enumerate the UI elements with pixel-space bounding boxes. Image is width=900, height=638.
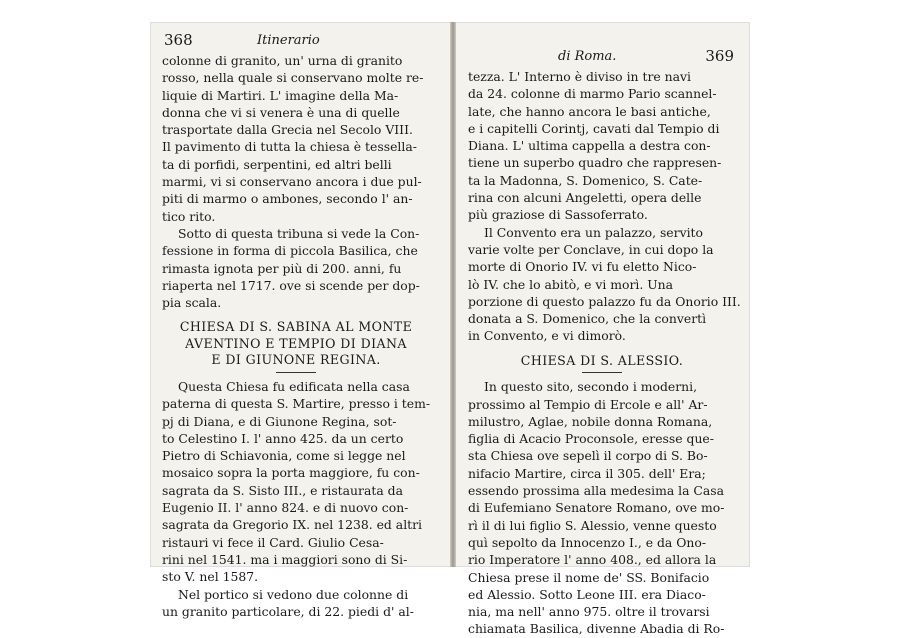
text-line: to Celestino I. l' anno 425. da un certo: [162, 430, 404, 446]
text-line: piti di marmo o ambones, secondo l' an-: [162, 191, 413, 207]
right-page-number: 369: [705, 47, 734, 65]
text-line: da 24. colonne di marmo Pario scannel-: [468, 86, 717, 102]
right-page: [468, 30, 741, 637]
text-line: milustro, Aglae, nobile donna Romana,: [468, 413, 713, 429]
text-line: liquie di Martiri. L' imagine della Ma-: [162, 87, 399, 103]
paragraph: [468, 68, 736, 224]
text-line: sagrata da Gregorio IX. nel 1238. ed altri: [162, 517, 423, 533]
text-line: pj di Diana, e di Giunone Regina, sot-: [162, 413, 397, 429]
text-line: tico rito.: [162, 208, 216, 224]
heading-line: E DI GIUNONE REGINA.: [211, 352, 381, 368]
text-line: prossimo al Tempio di Ercole e all' Ar-: [468, 396, 708, 412]
text-line: fessione in forma di piccola Basilica, che: [162, 243, 418, 259]
text-line: di Eufemiano Senatore Romano, ove mo-: [468, 500, 725, 516]
heading-line: CHIESA DI S. SABINA AL MONTE: [179, 319, 413, 335]
paragraph: [162, 586, 430, 621]
heading-line: AVENTINO E TEMPIO DI DIANA: [185, 335, 407, 351]
text-line: ta la Madonna, S. Domenico, S. Cate-: [468, 172, 703, 188]
text-line: lò IV. che lo abitò, e vi morì. Una: [468, 276, 674, 292]
section-heading: [162, 319, 430, 369]
heading-rule: [582, 372, 622, 373]
text-line: Diana. L' ultima cappella a destra con-: [468, 138, 711, 154]
text-line: sta Chiesa ove sepelì il corpo di S. Bo-: [468, 448, 708, 464]
left-running-title: Itinerario: [257, 33, 320, 48]
right-running-head: [468, 30, 736, 68]
text-line: Il Convento era un palazzo, servito: [484, 224, 703, 240]
text-line: rini nel 1541. ma i maggiori sono di Si-: [162, 551, 408, 567]
text-line: Questa Chiesa fu edificata nella casa: [178, 378, 410, 394]
text-line: Nel portico si vedono due colonne di: [178, 586, 409, 602]
text-line: riaperta nel 1717. ove si scende per dop-: [162, 277, 420, 293]
text-line: e i capitelli Corintj, cavati dal Tempio di: [468, 120, 720, 136]
text-line: marmi, vi si conservano ancora i due pul-: [162, 174, 422, 190]
text-line: tiene un superbo quadro che rappresen-: [468, 155, 722, 171]
text-line: chiamata Basilica, divenne Abadia di Ro-: [468, 621, 725, 637]
text-line: ristauri vi fece il Card. Giulio Cesa-: [162, 534, 384, 550]
text-line: pia scala.: [162, 295, 222, 311]
text-line: donata a S. Domenico, che la convertì: [468, 311, 707, 327]
left-page: [162, 30, 431, 619]
text-line: rina con alcuni Angeletti, opera delle: [468, 190, 702, 206]
text-line: ta di porfidi, serpentini, ed altri belli: [162, 156, 392, 172]
text-line: rosso, nella quale si conservano molte re-: [162, 70, 424, 86]
text-line: Pietro di Schiavonia, come si legge nel: [162, 448, 406, 464]
text-line: donna che vi si venera è una di quelle: [162, 104, 400, 120]
right-running-title: di Roma.: [558, 49, 617, 64]
text-line: late, che hanno ancora le basi antiche,: [468, 103, 711, 119]
left-running-head: [162, 30, 430, 52]
text-line: rio Imperatore l' anno 408., ed allora la: [468, 552, 717, 568]
text-line: nia, ma nell' anno 975. oltre il trovarsi: [468, 604, 710, 620]
text-line: varie volte per Conclave, in cui dopo la: [468, 241, 714, 257]
paragraph: [162, 225, 430, 311]
book-gutter: [450, 22, 456, 567]
text-line: sagrata da S. Sisto III., e ristaurata da: [162, 482, 403, 498]
text-line: in Convento, e vi dimorò.: [468, 328, 626, 344]
book-spread: [150, 22, 750, 637]
text-line: sto V. nel 1587.: [162, 569, 259, 585]
text-line: porzione di questo palazzo fu da Onorio III.: [468, 293, 741, 309]
text-line: nifacio Martire, circa il 305. dell' Era;: [468, 465, 706, 481]
text-line: più graziose di Sassoferrato.: [468, 207, 648, 223]
text-line: Eugenio II. l' anno 824. e di nuovo con-: [162, 500, 409, 516]
paragraph: [468, 378, 736, 637]
text-line: mosaico sopra la porta maggiore, fu con-: [162, 465, 420, 481]
text-line: essendo prossima alla medesima la Casa: [468, 483, 725, 499]
text-line: rì il di lui figlio S. Alessio, venne questo: [468, 517, 717, 533]
text-line: figlia di Acacio Proconsole, eresse que-: [468, 431, 714, 447]
paragraph: [468, 224, 741, 345]
text-line: Chiesa prese il nome de' SS. Bonifacio: [468, 569, 710, 585]
text-line: Sotto di questa tribuna si vede la Con-: [178, 225, 420, 241]
text-line: quì sepolto da Innocenzo I., e da Ono-: [468, 534, 707, 550]
text-line: trasportate dalla Grecia nel Secolo VIII.: [162, 122, 413, 138]
text-line: un granito particolare, di 22. piedi d' al-: [162, 603, 414, 619]
text-line: Il pavimento di tutta la chiesa è tessella-: [162, 139, 417, 155]
text-line: colonne di granito, un' urna di granito: [162, 53, 403, 68]
heading-rule: [276, 372, 316, 373]
text-line: morte di Onorio IV. vi fu eletto Nico-: [468, 259, 697, 275]
text-line: ed Alessio. Sotto Leone III. era Diaco-: [468, 586, 706, 602]
paragraph: [162, 378, 430, 586]
section-heading: [468, 353, 736, 370]
paragraph: [162, 52, 430, 225]
text-line: In questo sito, secondo i moderni,: [484, 379, 698, 395]
text-line: tezza. L' Interno è diviso in tre navi: [468, 69, 691, 84]
heading-line: CHIESA DI S. ALESSIO.: [520, 352, 684, 368]
text-line: rimasta ignota per più di 200. anni, fu: [162, 260, 402, 276]
left-page-number: 368: [164, 31, 193, 49]
text-line: paterna di questa S. Martire, presso i tem-: [162, 396, 431, 412]
